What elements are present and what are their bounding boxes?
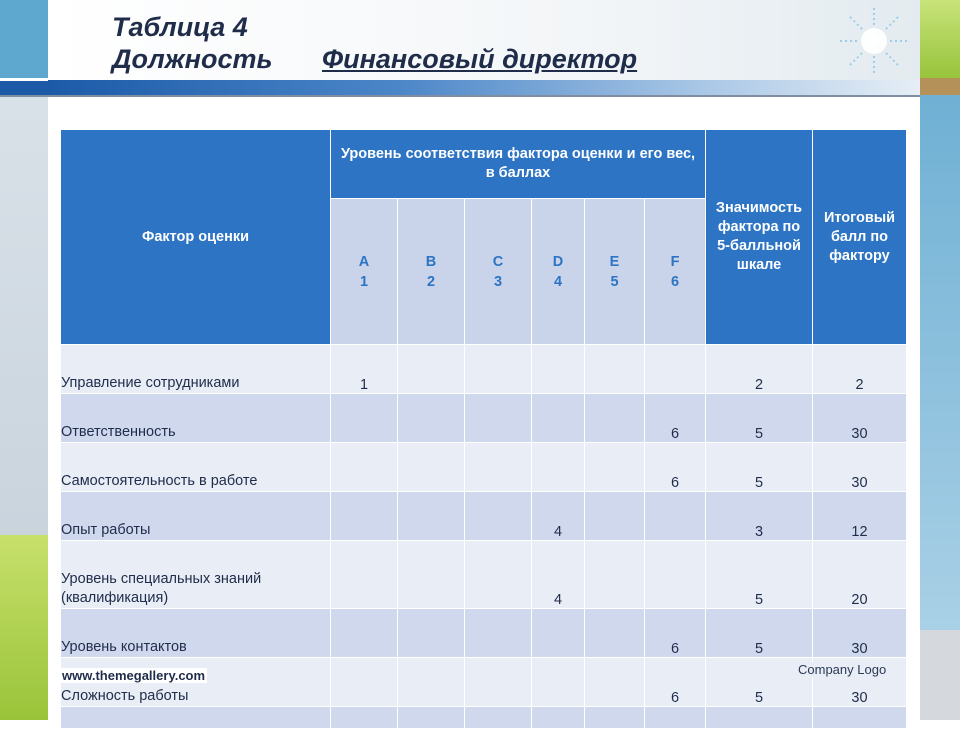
total-cell: 2 — [813, 345, 907, 394]
weight-cell: 5 — [706, 443, 813, 492]
level-cell — [532, 658, 585, 707]
level-cell — [465, 394, 532, 443]
header-weight: Значимость фактора по 5-балльной шкале — [706, 130, 813, 345]
level-number: 4 — [553, 273, 563, 290]
level-cell: 6 — [645, 443, 706, 492]
level-cell: 4 — [532, 541, 585, 609]
level-cell — [398, 345, 465, 394]
level-letter: A — [358, 253, 370, 270]
factor-cell: Ответственность — [61, 394, 331, 443]
level-cell: 4 — [532, 492, 585, 541]
level-cell: 6 — [645, 609, 706, 658]
level-cell — [331, 443, 398, 492]
table-row — [61, 492, 907, 541]
level-cell — [465, 492, 532, 541]
level-cell — [585, 492, 645, 541]
level-cell — [585, 443, 645, 492]
weight-cell — [706, 707, 813, 729]
level-cell — [645, 492, 706, 541]
evaluation-table — [60, 129, 907, 729]
sparkle-icon — [836, 6, 912, 76]
company-logo: Company Logo — [798, 662, 887, 677]
level-cell — [532, 707, 585, 729]
table-row — [61, 541, 907, 609]
level-letter: F — [670, 253, 680, 270]
level-letter: E — [609, 253, 620, 270]
level-number: 1 — [359, 273, 369, 290]
factor-cell: Сложность работы — [61, 658, 331, 707]
header-factor: Фактор оценки — [61, 130, 331, 345]
level-cell — [585, 345, 645, 394]
position-label: Должность — [112, 44, 273, 74]
level-cell — [532, 345, 585, 394]
header-divider — [0, 95, 920, 97]
left-decoration — [0, 0, 48, 720]
level-cell — [331, 609, 398, 658]
level-cell — [398, 492, 465, 541]
level-letter: C — [492, 253, 504, 270]
header-bar — [48, 80, 920, 95]
factor-cell: Самостоятельность в работе — [61, 443, 331, 492]
level-cell — [465, 609, 532, 658]
factor-cell: Уровень специальных знаний (квалификация) — [61, 541, 331, 609]
level-cell — [398, 609, 465, 658]
weight-cell: 5 — [706, 658, 813, 707]
total-cell: 12 — [813, 492, 907, 541]
factor-cell: Управление сотрудниками — [61, 345, 331, 394]
header-level: Уровень соответствия фактора оценки и его вес, в баллах — [331, 130, 706, 199]
level-letter: D — [552, 253, 564, 270]
level-number: 6 — [670, 273, 680, 290]
table-row — [61, 609, 907, 658]
total-cell: 30 — [813, 394, 907, 443]
level-number: 5 — [610, 273, 619, 290]
total-cell: 30 — [813, 609, 907, 658]
level-cell — [331, 658, 398, 707]
level-cell — [465, 707, 532, 729]
level-cell — [331, 394, 398, 443]
level-cell — [585, 707, 645, 729]
total-cell: 30 — [813, 443, 907, 492]
level-cell — [331, 707, 398, 729]
level-number: 3 — [493, 273, 503, 290]
right-decoration — [920, 0, 960, 720]
level-cell — [465, 541, 532, 609]
level-cell — [398, 443, 465, 492]
level-cell — [585, 609, 645, 658]
slide-title: Таблица 4 — [112, 12, 248, 42]
level-cell — [331, 492, 398, 541]
level-header-b — [398, 199, 465, 345]
level-cell — [645, 541, 706, 609]
position-value: Финансовый директор — [322, 44, 638, 74]
weight-cell: 5 — [706, 609, 813, 658]
level-cell — [398, 707, 465, 729]
weight-cell: 5 — [706, 394, 813, 443]
level-cell: 6 — [645, 394, 706, 443]
level-cell — [585, 658, 645, 707]
table-row — [61, 345, 907, 394]
level-cell — [585, 541, 645, 609]
level-number: 2 — [426, 273, 436, 290]
total-cell: 20 — [813, 541, 907, 609]
level-cell — [398, 541, 465, 609]
level-cell: 1 — [331, 345, 398, 394]
level-header-d — [532, 199, 585, 345]
level-letter: B — [425, 253, 437, 270]
level-header-c — [465, 199, 532, 345]
total-cell — [813, 707, 907, 729]
total-cell: 30 — [813, 658, 907, 707]
level-cell — [532, 443, 585, 492]
level-cell — [465, 345, 532, 394]
weight-cell: 2 — [706, 345, 813, 394]
factor-cell: Уровень контактов — [61, 609, 331, 658]
level-header-f — [645, 199, 706, 345]
level-cell — [532, 394, 585, 443]
level-cell — [331, 541, 398, 609]
table-row — [61, 443, 907, 492]
level-cell — [645, 345, 706, 394]
footer-url[interactable]: www.themegallery.com — [62, 668, 206, 683]
level-cell — [645, 707, 706, 729]
level-cell — [532, 609, 585, 658]
level-cell — [465, 658, 532, 707]
header-total: Итоговый балл по фактору — [813, 130, 907, 345]
table-row — [61, 394, 907, 443]
table-row — [61, 707, 907, 729]
level-header-a — [331, 199, 398, 345]
level-cell — [465, 443, 532, 492]
level-cell — [398, 658, 465, 707]
level-header-e — [585, 199, 645, 345]
weight-cell: 5 — [706, 541, 813, 609]
level-cell — [398, 394, 465, 443]
weight-cell: 3 — [706, 492, 813, 541]
level-cell — [585, 394, 645, 443]
factor-cell: Опыт работы — [61, 492, 331, 541]
factor-cell — [61, 707, 331, 729]
level-cell: 6 — [645, 658, 706, 707]
